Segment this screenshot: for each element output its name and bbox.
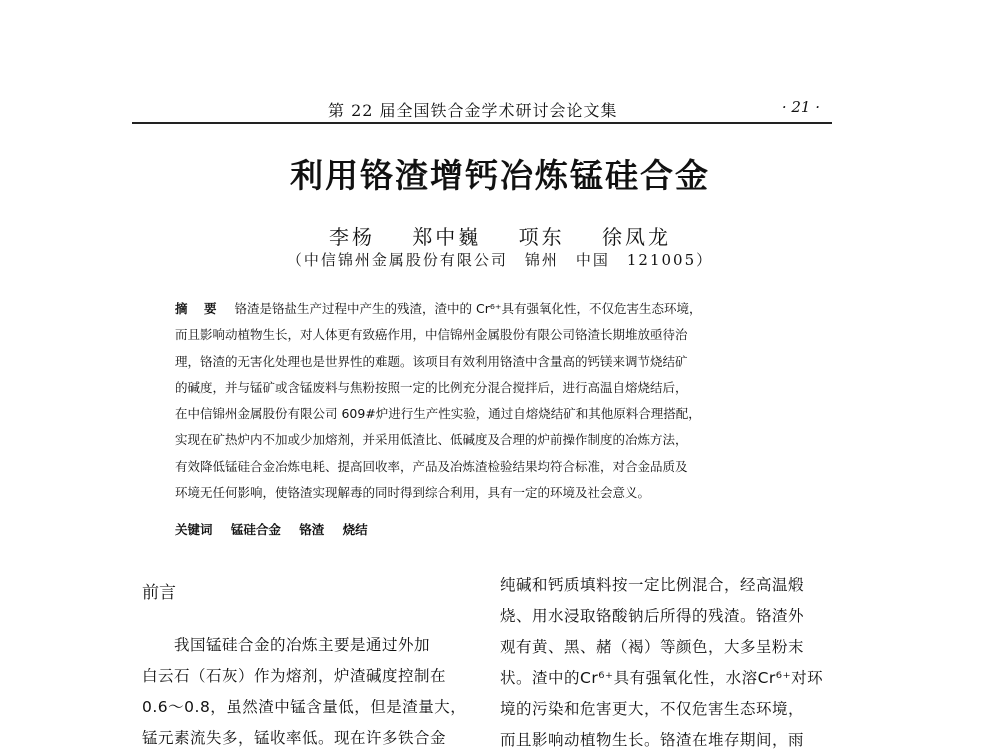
running-title: 第 22 届全国铁合金学术研讨会论文集 [328, 101, 618, 120]
keyword: 烧结 [342, 522, 368, 537]
keywords-label: 关键词 [175, 522, 213, 537]
author-list [0, 221, 1000, 250]
body-line: 状。渣中的Cr⁶⁺具有强氧化性，水溶Cr⁶⁺对环 [500, 669, 824, 687]
page-number: · 21 · [781, 98, 820, 116]
abstract [175, 296, 800, 506]
author-name: 郑中巍 [412, 225, 482, 249]
abstract-line: 的碱度，并与锰矿或含锰废料与焦粉按照一定的比例充分混合搅拌后，进行高温自熔烧结后， [175, 379, 688, 395]
abstract-line: 在中信锦州金属股份有限公司 609#炉进行生产性实验，通过自熔烧结矿和其他原料合理搭配， [175, 406, 701, 422]
body-line: 0.6～0.8，虽然渣中锰含量低，但是渣量大， [142, 698, 467, 716]
abstract-line: 有效降低锰硅合金冶炼电耗、提高回收率，产品及冶炼渣检验结果均符合标准，对合金品质及 [175, 458, 688, 474]
abstract-line: 环境无任何影响，使铬渣实现解毒的同时得到综合利用，具有一定的环境及社会意义。 [175, 485, 651, 501]
keywords [175, 520, 382, 538]
author-name: 徐凤龙 [602, 225, 672, 249]
body-line: 境的污染和危害更大，不仅危害生态环境， [500, 700, 805, 718]
body-line: 观有黄、黑、赭（褐）等颜色，大多呈粉末 [500, 638, 805, 656]
body-line: 锰元素流失多，锰收率低。现在许多铁合金 [142, 729, 447, 747]
affiliation: （中信锦州金属股份有限公司 锦州 中国 121005） [286, 251, 714, 269]
keyword: 铬渣 [299, 522, 325, 537]
paper-title: 利用铬渣增钙冶炼锰硅合金 [290, 156, 710, 195]
body-line: 纯碱和钙质填料按一定比例混合，经高温煅 [500, 576, 805, 594]
abstract-line: 摘 要 铬渣是铬盐生产过程中产生的残渣，渣中的 Cr⁶⁺具有强氧化性，不仅危害生态环境， [175, 301, 702, 316]
body-line: 白云石（石灰）作为熔剂，炉渣碱度控制在 [142, 667, 447, 685]
abstract-line: 理，铬渣的无害化处理也是世界性的难题。该项目有效利用铬渣中含量高的钙镁来调节烧结矿 [175, 353, 688, 369]
body-line: 烧、用水浸取铬酸钠后所得的残渣。铬渣外 [500, 607, 805, 625]
running-header [132, 96, 832, 124]
author-name: 李杨 [328, 225, 375, 249]
body-line: 我国锰硅合金的冶炼主要是通过外加 [142, 636, 431, 654]
keyword: 锰硅合金 [230, 522, 281, 537]
abstract-line: 实现在矿热炉内不加或少加熔剂，并采用低渣比、低碱度及合理的炉前操作制度的冶炼方法， [175, 432, 688, 448]
abstract-label: 摘 要 [175, 301, 219, 316]
body-column-right [500, 570, 845, 756]
body-column-left [142, 578, 482, 754]
author-name: 项东 [518, 225, 565, 249]
body-line: 而且影响动植物生长。铬渣在堆存期间，雨 [500, 731, 805, 749]
section-heading: 前言 [142, 583, 176, 603]
abstract-line: 而且影响动植物生长，对人体更有致癌作用，中信锦州金属股份有限公司铬渣长期堆放亟待治 [175, 327, 688, 343]
